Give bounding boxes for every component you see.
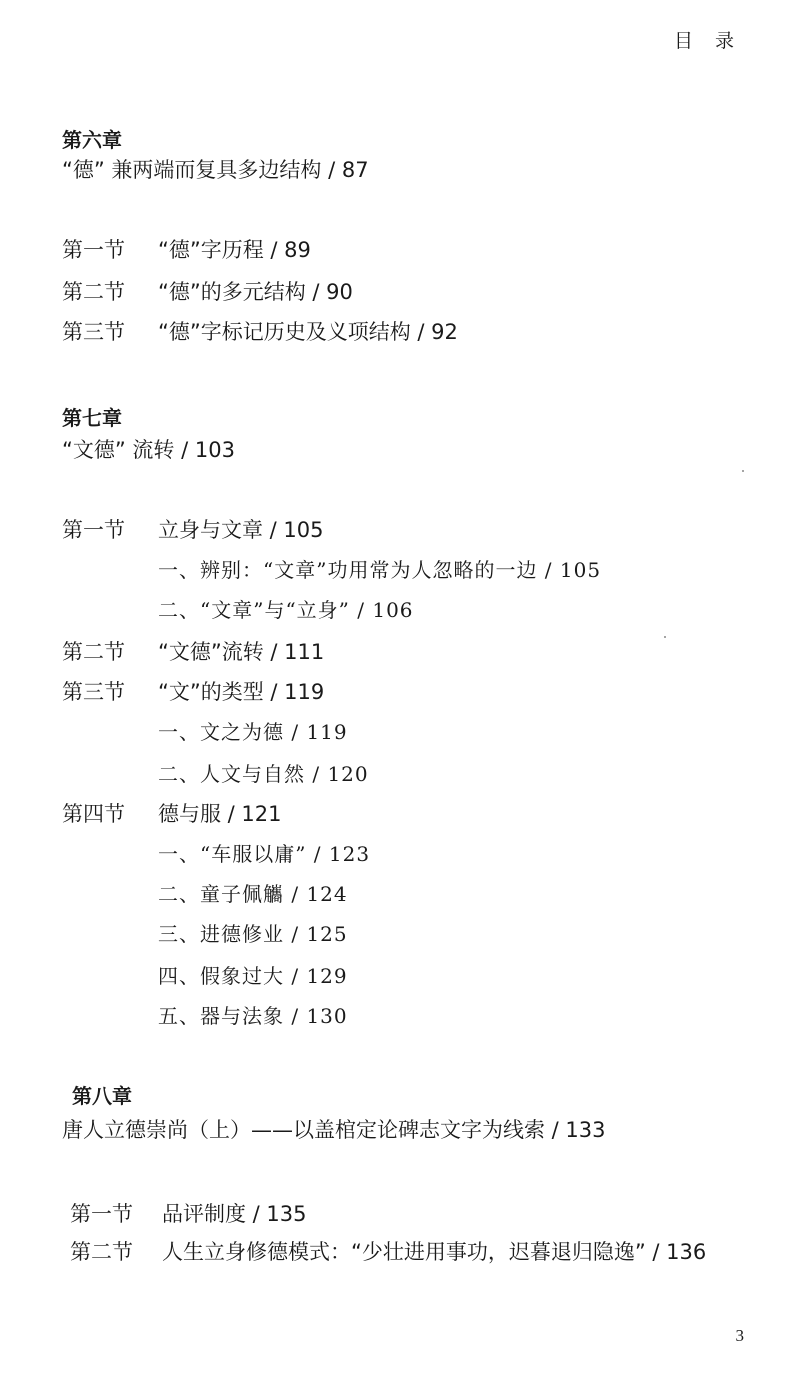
ch8-section-1-title: 品评制度 / 135 (162, 1202, 307, 1226)
ch7-section-1-title: 立身与文章 / 105 (158, 518, 324, 542)
ch7-s3-item-2: 二、人文与自然 / 120 (158, 762, 369, 786)
running-head: 目 录 (673, 30, 742, 52)
ch7-s4-item-2: 二、童子佩觿 / 124 (158, 882, 348, 906)
chapter-8-label: 第八章 (72, 1084, 132, 1108)
ch7-section-2-title: “文德”流转 / 111 (158, 640, 325, 664)
chapter-6-label: 第六章 (62, 128, 122, 152)
ch6-section-1-label: 第一节 (62, 238, 125, 262)
ch7-section-4-title: 德与服 / 121 (158, 802, 282, 826)
ch7-s3-item-1: 一、文之为德 / 119 (158, 720, 348, 744)
ch7-s1-item-2: 二、“文章”与“立身” / 106 (158, 598, 414, 622)
page-number: 3 (735, 1326, 744, 1345)
chapter-7-title: “文德” 流转 / 103 (62, 438, 235, 462)
ch6-section-3-label: 第三节 (62, 320, 125, 344)
ch7-s4-item-3: 三、进德修业 / 125 (158, 922, 348, 946)
ch6-section-3-title: “德”字标记历史及义项结构 / 92 (158, 320, 458, 344)
ch7-s4-item-5: 五、器与法象 / 130 (158, 1004, 348, 1028)
ch7-s4-item-4: 四、假象过大 / 129 (158, 964, 348, 988)
ch7-section-3-title: “文”的类型 / 119 (158, 680, 325, 704)
ch7-s1-item-1: 一、辨别：“文章”功用常为人忽略的一边 / 105 (158, 558, 602, 582)
ch6-section-2-label: 第二节 (62, 280, 125, 304)
ch7-s4-item-1: 一、“车服以庸” / 123 (158, 842, 371, 866)
ch7-section-4-label: 第四节 (62, 802, 125, 826)
ch7-section-2-label: 第二节 (62, 640, 125, 664)
ch6-section-2-title: “德”的多元结构 / 90 (158, 280, 353, 304)
ch8-section-2-label: 第二节 (70, 1240, 133, 1264)
scan-speck (664, 636, 666, 638)
ch6-section-1-title: “德”字历程 / 89 (158, 238, 311, 262)
scan-speck (742, 470, 744, 472)
chapter-7-label: 第七章 (62, 406, 122, 430)
chapter-6-title: “德” 兼两端而复具多边结构 / 87 (62, 158, 369, 182)
ch8-section-2-title: 人生立身修德模式：“少壮进用事功，迟暮退归隐逸” / 136 (162, 1240, 707, 1264)
ch8-section-1-label: 第一节 (70, 1202, 133, 1226)
ch7-section-3-label: 第三节 (62, 680, 125, 704)
ch7-section-1-label: 第一节 (62, 518, 125, 542)
chapter-8-title: 唐人立德崇尚（上）——以盖棺定论碑志文字为线索 / 133 (62, 1118, 606, 1142)
